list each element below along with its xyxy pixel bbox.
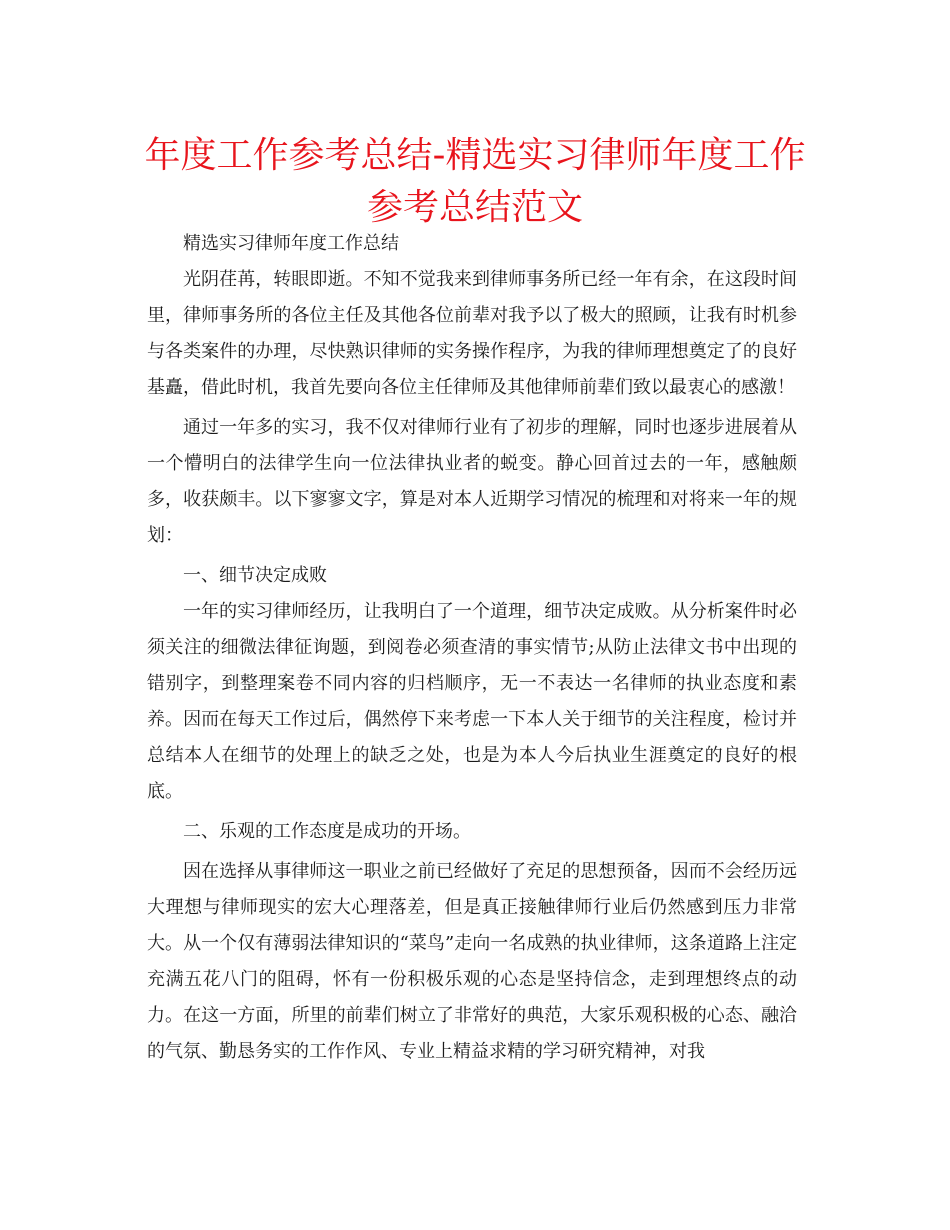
section-heading: 二、乐观的工作态度是成功的开场。 bbox=[183, 821, 471, 842]
body-paragraph: 通过一年多的实习，我不仅对律师行业有了初步的理解，同时也逐步进展着从一个懵明白的法律学生向一位法律执业者的蜕变。静心回首过去的一年，感触颇多，收获颇丰。以下寥寥文字，算是对本人近期学习情况的梳理和对将来一年的规划： bbox=[147, 417, 797, 546]
body-paragraph: 一年的实习律师经历，让我明白了一个道理，细节决定成败。从分析案件时必须关注的细微法律征询题，到阅卷必须查清的事实情节;从防止法律文书中出现的错别字，到整理案卷不同内容的归档顺序，无一不表达一名律师的执业态度和素养。因而在每天工作过后，偶然停下来考虑一下本人关于细节的关注程度，检讨并总结本人在细节的处理上的缺乏之处，也是为本人今后执业生涯奠定的良好的根底。 bbox=[147, 601, 797, 802]
body-paragraph: 光阴荏苒，转眼即逝。不知不觉我来到律师事务所已经一年有余，在这段时间里，律师事务所的各位主任及其他各位前辈对我予以了极大的照顾，让我有时机参与各类案件的办理，尽快熟识律师的实务操作程序，为我的律师理想奠定了的良好基矗，借此时机，我首先要向各位主任律师及其他律师前辈们致以最衷心的感激！ bbox=[147, 269, 797, 398]
subtitle-paragraph: 精选实习律师年度工作总结 bbox=[183, 233, 399, 254]
document-title: 年度工作参考总结-精选实习律师年度工作参考总结范文 bbox=[144, 135, 806, 228]
section-heading: 一、细节决定成败 bbox=[183, 565, 327, 586]
body-paragraph: 因在选择从事律师这一职业之前已经做好了充足的思想预备，因而不会经历远大理想与律师现实的宏大心理落差，但是真正接触律师行业后仍然感到压力非常大。从一个仅有薄弱法律知识的“菜鸟”走向一名成熟的执业律师，这条道路上注定充满五花八门的阻碍，怀有一份积极乐观的心态是坚持信念，走到理想终点的动力。在这一方面，所里的前辈们树立了非常好的典范，大家乐观积极的心态、融洽的气氛、勤恳务实的工作作风、专业上精益求精的学习研究精神，对我 bbox=[147, 861, 797, 1062]
document-body bbox=[147, 226, 797, 1070]
